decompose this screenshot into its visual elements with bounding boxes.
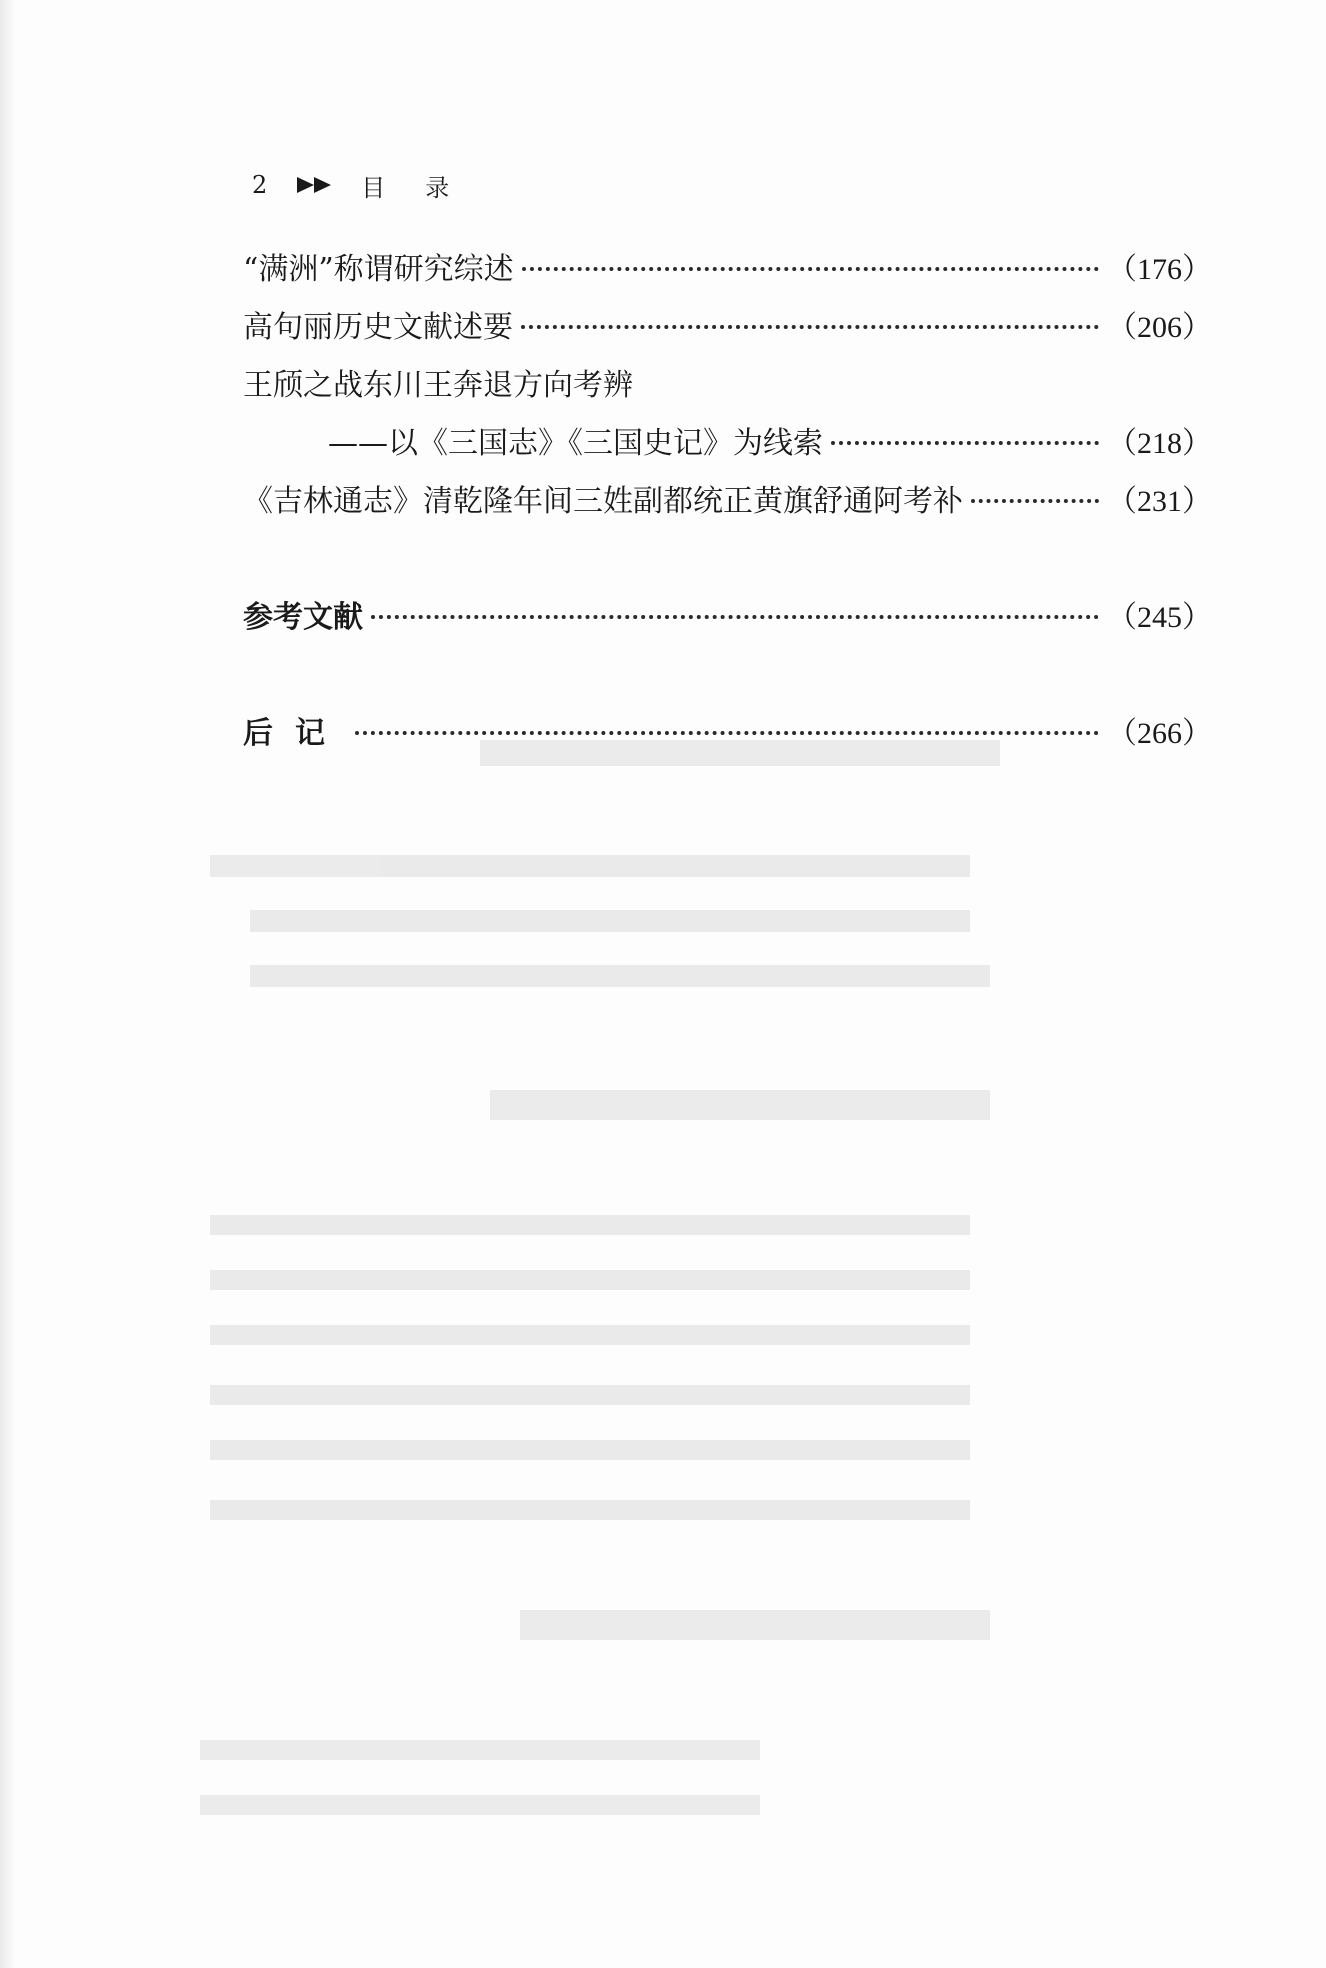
dot-leader bbox=[831, 441, 1099, 445]
section-title: 目录 bbox=[361, 173, 490, 202]
dot-leader bbox=[521, 325, 1099, 329]
toc-entry-references[interactable] bbox=[243, 598, 1212, 638]
toc-entry-page: （231） bbox=[1107, 485, 1212, 518]
toc-entry-page: （206） bbox=[1107, 311, 1212, 344]
toc-entry-title: 参考文献 bbox=[243, 600, 363, 635]
toc-entry-title: 高句丽历史文献述要 bbox=[243, 310, 513, 345]
toc-entry-page: （245） bbox=[1107, 601, 1212, 634]
toc-entry[interactable] bbox=[328, 424, 1212, 464]
dot-leader bbox=[371, 615, 1099, 619]
dot-leader bbox=[971, 499, 1099, 503]
toc-entry[interactable] bbox=[243, 482, 1212, 522]
page-edge-shadow bbox=[0, 0, 14, 1968]
toc-entry-title: 后记 bbox=[243, 716, 347, 751]
toc-entry-page: （218） bbox=[1107, 427, 1212, 460]
toc-entry-afterword[interactable] bbox=[243, 714, 1212, 754]
toc-entry-title: “满洲”称谓研究综述 bbox=[243, 252, 514, 287]
toc-entry-page: （176） bbox=[1107, 253, 1212, 286]
toc-entry-title[interactable]: 王颀之战东川王奔退方向考辨 bbox=[243, 368, 633, 403]
dot-leader bbox=[522, 267, 1099, 271]
toc-entry-page: （266） bbox=[1107, 717, 1212, 750]
page-number: 2 bbox=[252, 171, 268, 199]
toc-entry[interactable] bbox=[243, 250, 1212, 290]
double-arrow-icon bbox=[297, 175, 335, 195]
page-header bbox=[252, 168, 489, 202]
toc-entry-subtitle: ——以《三国志》《三国史记》为线索 bbox=[328, 426, 823, 461]
dot-leader bbox=[355, 731, 1099, 735]
toc-entry-title: 《吉林通志》清乾隆年间三姓副都统正黄旗舒通阿考补 bbox=[243, 484, 963, 519]
toc-entry[interactable] bbox=[243, 308, 1212, 348]
